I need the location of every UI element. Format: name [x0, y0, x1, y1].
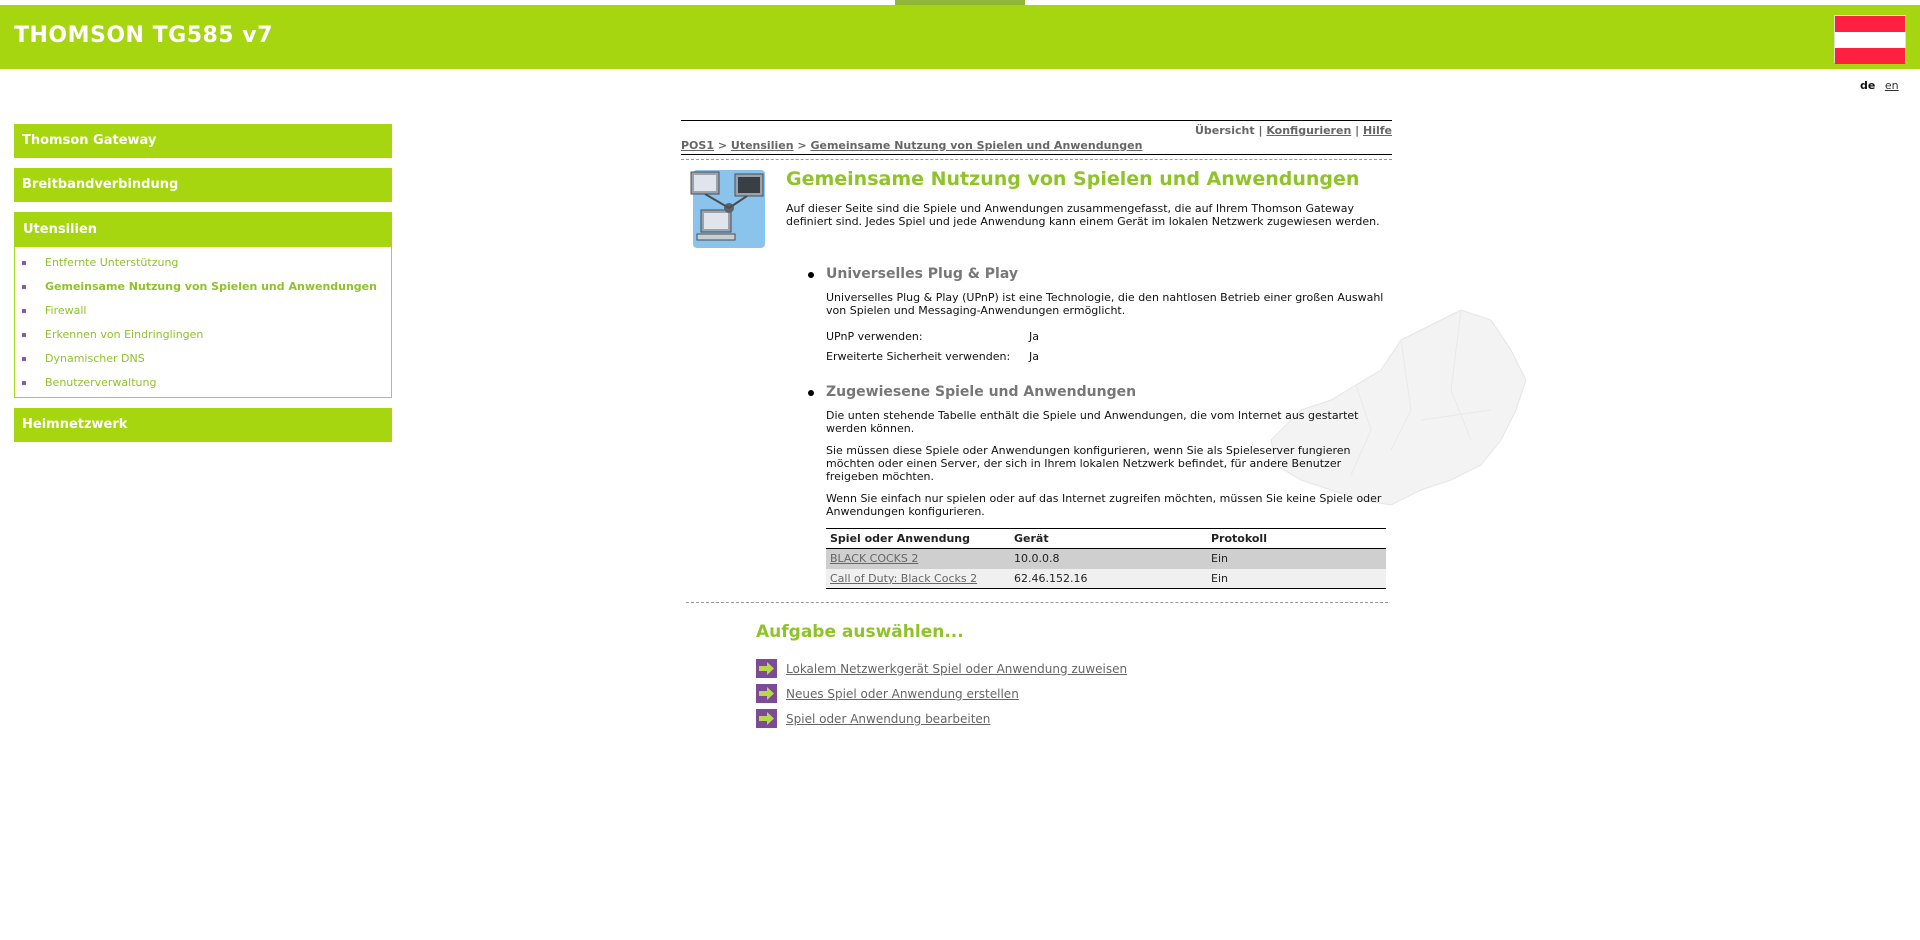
- arrow-right-icon: [756, 709, 777, 728]
- upnp-use-value: Ja: [1029, 330, 1039, 343]
- nav-configure-link[interactable]: Konfigurieren: [1266, 124, 1352, 137]
- divider-dashed: [681, 159, 1392, 160]
- col-header-device: Gerät: [1010, 529, 1207, 549]
- assigned-para-1: Die unten stehende Tabelle enthält die Spiele und Anwendungen, die vom Internet aus gestartet werden können.: [826, 409, 1359, 435]
- protocol-cell: Ein: [1207, 549, 1386, 569]
- task-item: [756, 681, 1127, 706]
- sidebar-subitem-remote-assistance[interactable]: Entfernte Unterstützung: [15, 251, 391, 275]
- sidebar-subitem-intrusion-detection[interactable]: Erkennen von Eindringlingen: [15, 323, 391, 347]
- divider-dashed: [686, 602, 1388, 603]
- task-item: [756, 656, 1127, 681]
- device-cell: 62.46.152.16: [1010, 569, 1207, 589]
- upnp-section: [826, 266, 1386, 367]
- task-title: Aufgabe auswählen...: [756, 622, 964, 642]
- assigned-para-2: Sie müssen diese Spiele oder Anwendungen konfigurieren, wenn Sie als Spieleserver fungieren möchten oder einen Server, der sich in Ihrem lokalen Netzwerk befindet, für andere Benutzer freigeben möchten.: [826, 444, 1351, 483]
- computers-games-icon: [685, 166, 769, 250]
- divider: [681, 154, 1392, 155]
- task-assign-link[interactable]: Lokalem Netzwerkgerät Spiel oder Anwendung zuweisen: [786, 661, 1128, 676]
- breadcrumb-tools[interactable]: Utensilien: [730, 139, 794, 152]
- upnp-settings: [826, 327, 1386, 367]
- col-header-app: Spiel oder Anwendung: [826, 529, 1010, 549]
- sidebar-item-thomson-gateway[interactable]: Thomson Gateway: [14, 124, 392, 158]
- upnp-title: Universelles Plug & Play: [826, 266, 1386, 282]
- sidebar-subitem-firewall[interactable]: Firewall: [15, 299, 391, 323]
- task-list: [756, 656, 1127, 731]
- language-switcher: [1860, 79, 1899, 92]
- assigned-section: [826, 384, 1386, 589]
- lang-active: de: [1860, 79, 1876, 92]
- sidebar-subitem-game-sharing[interactable]: Gemeinsame Nutzung von Spielen und Anwendungen: [15, 275, 391, 299]
- nav-overview: Übersicht: [1194, 124, 1255, 137]
- upnp-use-label: UPnP verwenden:: [826, 330, 923, 343]
- breadcrumb: POS1 > Utensilien > Gemeinsame Nutzung von Spielen und Anwendungen: [681, 139, 1143, 152]
- breadcrumb-pos1[interactable]: POS1: [681, 139, 714, 152]
- upnp-security-value: Ja: [1029, 350, 1039, 363]
- task-item: [756, 706, 1127, 731]
- col-header-protocol: Protokoll: [1207, 529, 1386, 549]
- austria-flag-icon: [1834, 15, 1906, 63]
- sidebar-group-tools: [14, 212, 392, 398]
- sidebar-subitem-user-management[interactable]: Benutzerverwaltung: [15, 371, 391, 395]
- app-link[interactable]: Call of Duty: Black Cocks 2: [830, 571, 978, 585]
- header: [0, 5, 1920, 69]
- arrow-right-icon: [756, 659, 777, 678]
- sidebar: [14, 124, 392, 452]
- divider: [681, 120, 1392, 121]
- upnp-security-label: Erweiterte Sicherheit verwenden:: [826, 350, 1011, 363]
- sidebar-item-home-network[interactable]: Heimnetzwerk: [14, 408, 392, 442]
- sidebar-subitem-dynamic-dns[interactable]: Dynamischer DNS: [15, 347, 391, 371]
- nav-help-link[interactable]: Hilfe: [1363, 124, 1392, 137]
- sidebar-sublist: [15, 247, 391, 397]
- upnp-description: Universelles Plug & Play (UPnP) ist eine Technologie, die den nahtlosen Betrieb einer großen Auswahl von Spielen und Messaging-Anwendungen ermöglicht.: [826, 291, 1384, 317]
- protocol-cell: Ein: [1207, 569, 1386, 589]
- task-edit-link[interactable]: Spiel oder Anwendung bearbeiten: [786, 711, 991, 726]
- table-row: [826, 569, 1386, 589]
- table-row: [826, 549, 1386, 569]
- main-content: [681, 120, 1392, 726]
- apps-table: [826, 528, 1386, 589]
- intro-text: Auf dieser Seite sind die Spiele und Anwendungen zusammengefasst, die auf Ihrem Thomson Gateway definiert sind. Jedes Spiel und jede Anwendung kann einem Gerät im lokalen Netzwerk zugewiesen werden.: [786, 202, 1380, 228]
- app-title: THOMSON TG585 v7: [14, 23, 273, 48]
- page-title: Gemeinsame Nutzung von Spielen und Anwendungen: [786, 168, 1360, 190]
- app-link[interactable]: BLACK COCKS 2: [830, 552, 919, 566]
- assigned-para-3: Wenn Sie einfach nur spielen oder auf das Internet zugreifen möchten, müssen Sie keine Spiele oder Anwendungen konfigurieren.: [826, 492, 1382, 518]
- sidebar-item-tools[interactable]: Utensilien: [15, 213, 391, 247]
- top-nav-links: Übersicht | Konfigurieren | Hilfe: [1194, 124, 1392, 137]
- breadcrumb-current[interactable]: Gemeinsame Nutzung von Spielen und Anwendungen: [810, 139, 1143, 152]
- lang-link-en[interactable]: en: [1884, 79, 1899, 92]
- arrow-right-icon: [756, 684, 777, 703]
- sidebar-item-broadband[interactable]: Breitbandverbindung: [14, 168, 392, 202]
- assigned-title: Zugewiesene Spiele und Anwendungen: [826, 384, 1386, 400]
- task-create-link[interactable]: Neues Spiel oder Anwendung erstellen: [786, 686, 1019, 701]
- device-cell: 10.0.0.8: [1010, 549, 1207, 569]
